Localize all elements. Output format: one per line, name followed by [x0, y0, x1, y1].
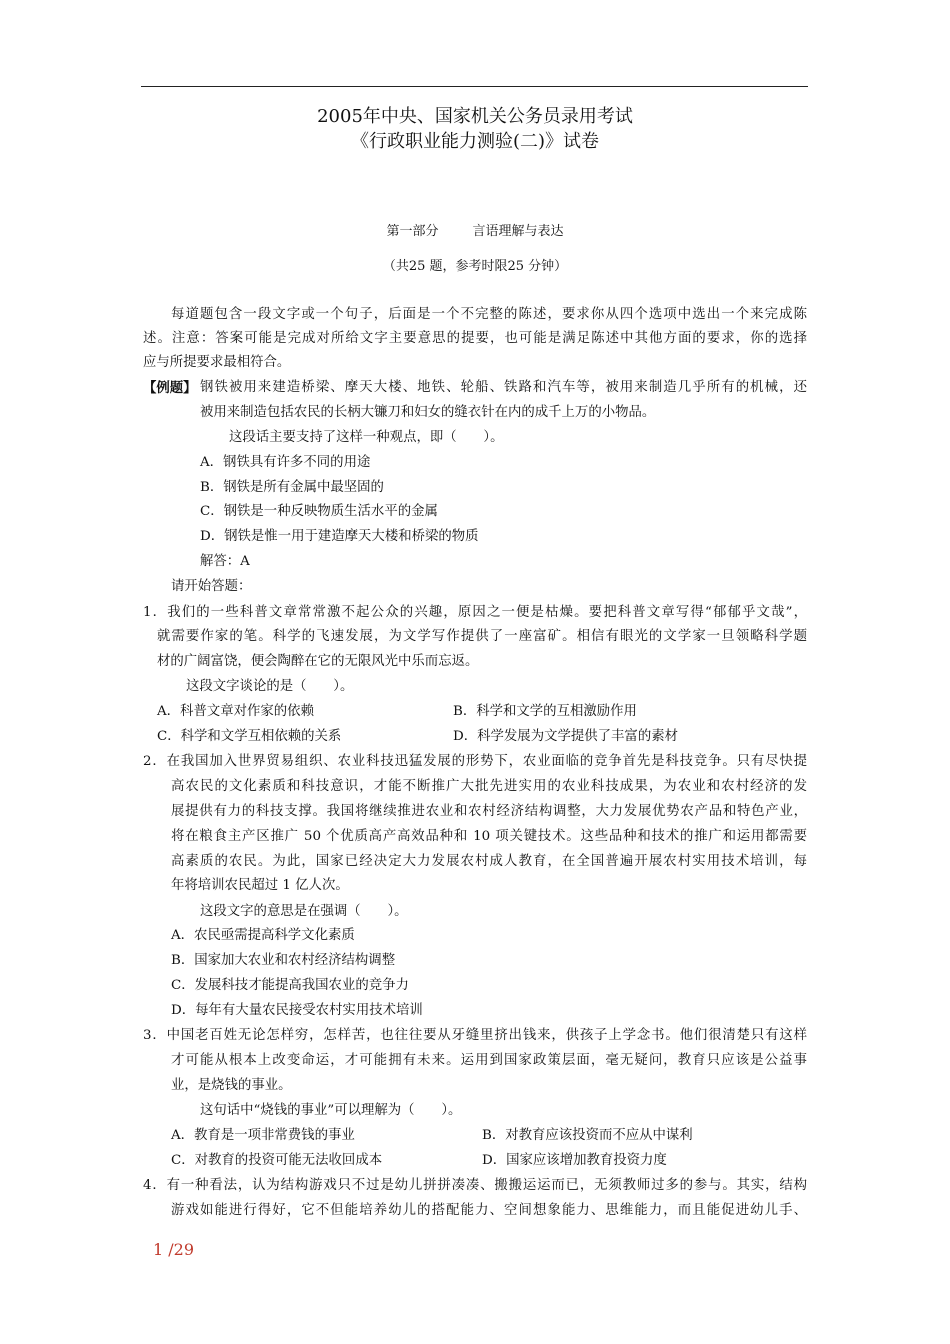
- question-2-line: 年将培训农民超过 1 亿人次。: [171, 878, 349, 893]
- example-text-line: 钢铁被用来建造桥梁、摩天大楼、地铁、轮船、铁路和汽车等，被用来制造几乎所有的机械，还: [200, 380, 807, 395]
- question-2-option-b: B．国家加大农业和农村经济结构调整: [171, 953, 396, 968]
- question-2-line: 2．在我国加入世界贸易组织、农业科技迅猛发展的形势下，农业面临的竞争首先是科技竞争。只有尽快提: [143, 754, 807, 769]
- question-3-line: 才可能从根本上改变命运，才可能拥有未来。运用到国家政策层面，毫无疑问，教育只应该是公益事: [171, 1053, 807, 1068]
- question-1-option-b: B．科学和文学的互相激励作用: [453, 704, 637, 719]
- example-option-a: A．钢铁具有许多不同的用途: [200, 455, 371, 470]
- question-1-line: 就需要作家的笔。科学的飞速发展，为文学写作提供了一座富矿。相信有眼光的文学家一旦领略科学题: [157, 629, 807, 644]
- example-option-c: C．钢铁是一种反映物质生活水平的金属: [200, 504, 438, 519]
- question-2-option-c: C．发展科技才能提高我国农业的竞争力: [171, 978, 409, 993]
- question-3-line: 业，是烧钱的事业。: [171, 1078, 292, 1093]
- question-2-line: 高农民的文化素质和科技意识，才能不断推广大批先进实用的农业科技成果，为农业和农村经济的发: [171, 779, 807, 794]
- question-3-option-c: C．对教育的投资可能无法收回成本: [171, 1153, 383, 1168]
- question-1-stem: 这段文字谈论的是（ ）。: [186, 679, 354, 694]
- exam-subtitle: 《行政职业能力测验(二)》试卷: [350, 131, 600, 152]
- question-2-option-d: D．每年有大量农民接受农村实用技术培训: [171, 1003, 423, 1018]
- question-1-option-d: D．科学发展为文学提供了丰富的素材: [453, 729, 678, 744]
- question-3-option-b: B．对教育应该投资而不应从中谋利: [482, 1128, 693, 1143]
- question-3-line: 3．中国老百姓无论怎样穷，怎样苦，也往往要从牙缝里挤出钱来，供孩子上学念书。他们很清楚只有这样: [143, 1028, 807, 1043]
- question-4-line: 4．有一种看法，认为结构游戏只不过是幼儿拼拼凑凑、搬搬运运而已，无须教师过多的参与。其实，结构: [143, 1178, 807, 1193]
- question-4-line: 游戏如能进行得好，它不但能培养幼儿的搭配能力、空间想象能力、思维能力，而且能促进幼儿手、: [171, 1203, 807, 1218]
- section-name: 言语理解与表达: [472, 224, 564, 239]
- question-2-line: 将在粮食主产区推广 50 个优质高产高效品种和 10 项关键技术。这些品种和技术的推广和运用都需要: [171, 829, 807, 844]
- section-part: 第一部分: [386, 224, 439, 239]
- example-stem: 这段话主要支持了这样一种观点，即（ ）。: [229, 430, 504, 445]
- instruction-line: 述。注意：答案可能是完成对所给文字主要意思的提要，也可能是满足陈述中其他方面的要求，你的选择: [143, 331, 807, 346]
- section-info: （共25 题，参考时限25 分钟）: [382, 259, 568, 274]
- example-tag: 【例题】: [143, 380, 197, 396]
- question-2-option-a: A．农民亟需提高科学文化素质: [171, 928, 355, 943]
- question-3-option-a: A．教育是一项非常费钱的事业: [171, 1128, 355, 1143]
- instruction-line: 应与所提要求最相符合。: [143, 355, 291, 370]
- question-3-stem: 这句话中“烧钱的事业”可以理解为（ ）。: [200, 1103, 462, 1118]
- exam-title: 2005年中央、国家机关公务员录用考试: [317, 106, 633, 127]
- page-number: 1 /29: [153, 1240, 195, 1259]
- example-text-line: 被用来制造包括农民的长柄大镰刀和妇女的缝衣针在内的成千上万的小物品。: [200, 405, 656, 420]
- question-2-line: 展提供有力的科技支撑。我国将继续推进农业和农村经济结构调整，大力发展优势农产品和特色产业，: [171, 804, 807, 819]
- section-heading: [0, 220, 950, 239]
- question-1-line: 1．我们的一些科普文章常常激不起公众的兴趣，原因之一便是枯燥。要把科普文章写得“郁郁乎文哉”，: [143, 605, 807, 620]
- start-prompt: 请开始答题：: [171, 579, 252, 594]
- header-rule: [141, 86, 808, 87]
- instruction-line: 每道题包含一段文字或一个句子，后面是一个不完整的陈述，要求你从四个选项中选出一个来完成陈: [171, 307, 807, 322]
- question-2-stem: 这段文字的意思是在强调（ ）。: [200, 904, 408, 919]
- example-option-d: D．钢铁是惟一用于建造摩天大楼和桥梁的物质: [200, 529, 479, 544]
- question-1-option-a: A．科普文章对作家的依赖: [157, 704, 314, 719]
- question-1-option-c: C．科学和文学互相依赖的关系: [157, 729, 342, 744]
- example-answer: 解答：A: [200, 554, 250, 569]
- question-1-line: 材的广阔富饶，便会陶醉在它的无限风光中乐而忘返。: [157, 654, 479, 669]
- question-2-line: 高素质的农民。为此，国家已经决定大力发展农村成人教育，在全国普遍开展农村实用技术培训，每: [171, 854, 807, 869]
- example-option-b: B．钢铁是所有金属中最坚固的: [200, 480, 384, 495]
- question-3-option-d: D．国家应该增加教育投资力度: [482, 1153, 667, 1168]
